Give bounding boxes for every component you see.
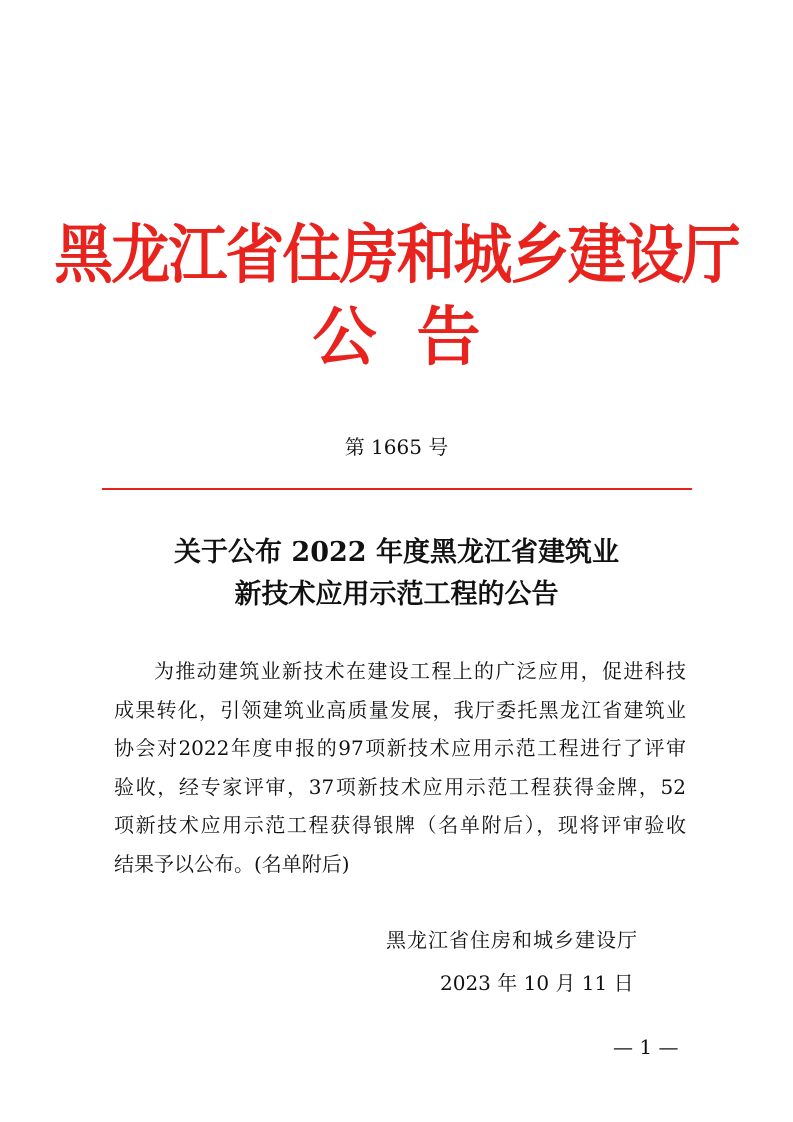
red-divider-line <box>102 488 692 490</box>
document-title <box>0 532 793 616</box>
document-title-line-2: 新技术应用示范工程的公告 <box>234 579 559 610</box>
signature-organization: 黑龙江省住房和城乡建设厅 <box>386 928 638 952</box>
body-line-4: 验收，经专家评审，37项新技术应用示范工程获得金牌，52 <box>114 774 686 799</box>
body-line-6: 结果予以公布。(名单附后) <box>114 851 350 876</box>
issuing-organization-header: 黑龙江省住房和城乡建设厅 <box>54 218 739 293</box>
document-body <box>114 652 686 883</box>
body-line-1: 为推动建筑业新技术在建设工程上的广泛应用，促进科技 <box>154 659 686 683</box>
notice-label-header: 公告 <box>312 300 521 375</box>
body-line-2: 成果转化，引领建筑业高质量发展，我厅委托黑龙江省建筑业 <box>114 697 686 722</box>
signature-date: 2023 年 10 月 11 日 <box>440 971 634 995</box>
body-line-3: 协会对2022年度申报的97项新技术应用示范工程进行了评审 <box>114 736 686 760</box>
document-title-line-1: 关于公布 2022 年度黑龙江省建筑业 <box>174 537 619 568</box>
body-line-5: 项新技术应用示范工程获得银牌（名单附后），现将评审验收 <box>114 813 686 837</box>
document-number: 第 1665 号 <box>344 435 449 459</box>
page-number: — 1 — <box>613 1035 679 1059</box>
